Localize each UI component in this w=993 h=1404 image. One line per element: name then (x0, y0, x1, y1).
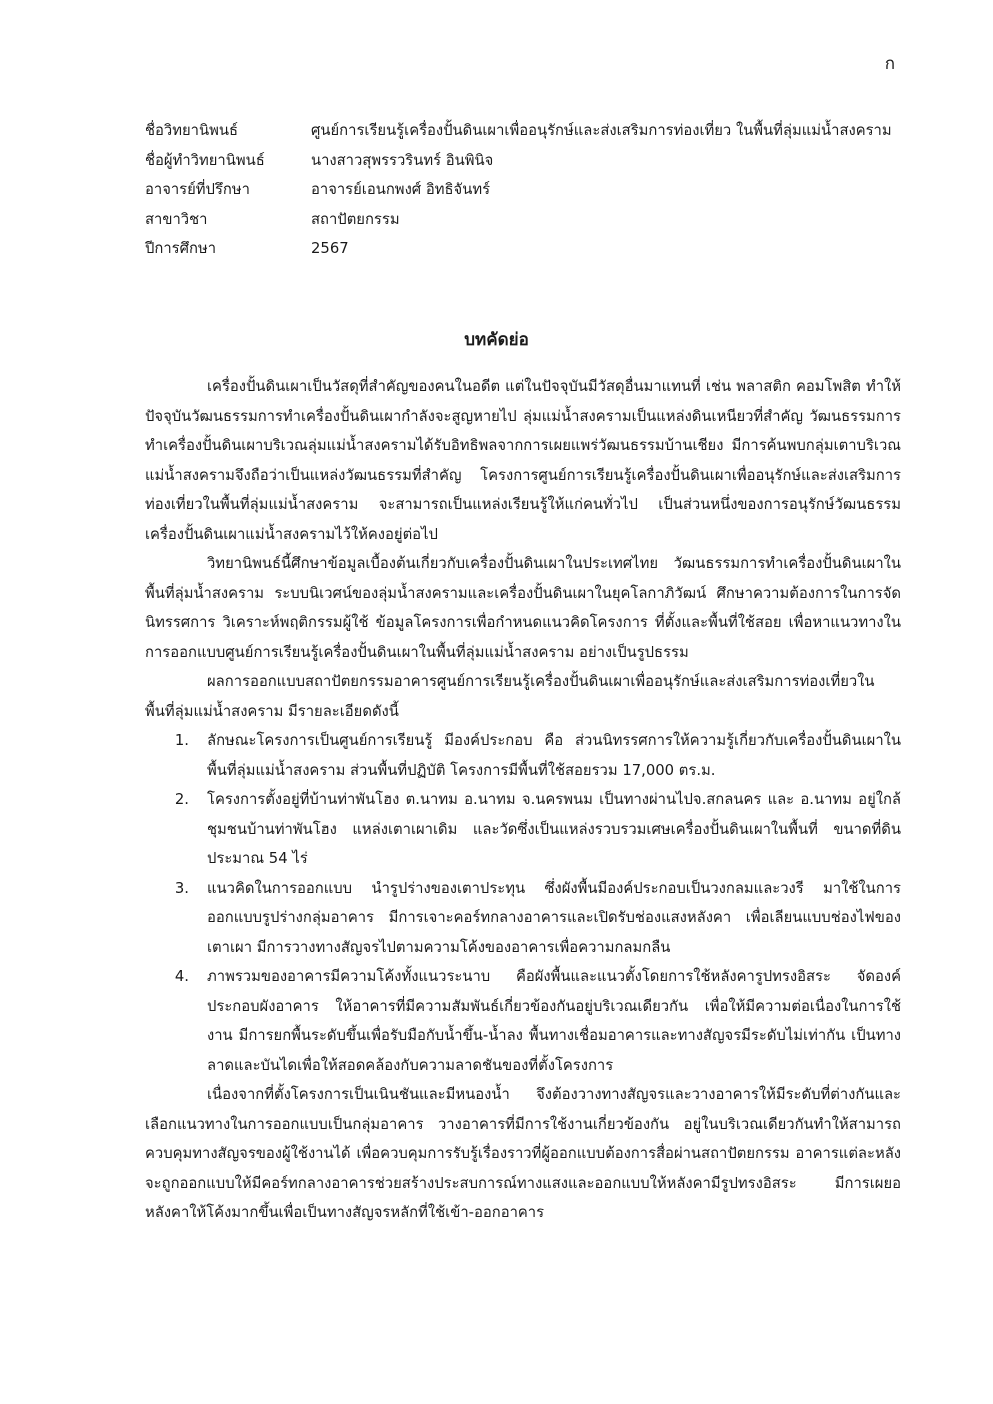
meta-row-title (145, 116, 905, 146)
list-item-number: 1. (174, 732, 189, 749)
abstract-paragraph: เครื่องปั้นดินเผาเป็นวัสดุที่สำคัญของคนในอดีต แต่ในปัจจุบันมีวัสดุอื่นมาแทนที่ เช่น พลาสติก คอมโพสิต ทำให้ปัจจุบันวัฒนธรรมการทำเครื่องปั้นดินเผากำลังจะสูญหายไป ลุ่มแม่น้ำสงครามเป็นแหล่งดินเหนียวที่สำคัญ วัฒนธรรมการทำเครื่องปั้นดินเผาบริเวณลุ่มแม่น้ำสงครามได้รับอิทธิพลจากการเผยแพร่วัฒนธรรมบ้านเชียง มีการค้นพบกลุ่มเตาบริเวณแม่น้ำสงครามจึงถือว่าเป็นแหล่งวัฒนธรรมที่สำคัญ โครงการศูนย์การเรียนรู้เครื่องปั้นดินเผาเพื่ออนุรักษ์และส่งเสริมการท่องเที่ยวในพื้นที่ลุ่มแม่น้ำสงคราม จะสามารถเป็นแหล่งเรียนรู้ให้แก่คนทั่วไป เป็นส่วนหนึ่งของการอนุรักษ์วัฒนธรรมเครื่องปั้นดินเผาแม่น้ำสงครามไว้ให้คงอยู่ต่อไป (145, 378, 901, 543)
closing-paragraph: เนื่องจากที่ตั้งโครงการเป็นเนินชันและมีหนองน้ำ จึงต้องวางทางสัญจรและวางอาคารให้มีระดับที่ต่างกันและเลือกแนวทางในการออกแบบเป็นกลุ่มอาคาร วางอาคารที่มีการใช้งานเกี่ยวข้องกัน อยู่ในบริเวณเดียวกันทำให้สามารถควบคุมทางสัญจรของผู้ใช้งานได้ เพื่อควบคุมการรับรู้เรื่องราวที่ผู้ออกแบบต้องการสื่อผ่านสถาปัตยกรรม อาคารแต่ละหลังจะถูกออกแบบให้มีคอร์ทกลางอาคารช่วยสร้างประสบการณ์ทางแสงและออกแบบให้หลังคามีรูปทรงอิสระ มีการเผยอหลังคาให้โค้งมากขึ้นเพื่อเป็นทางสัญจรหลักที่ใช้เข้า-ออกอาคาร (145, 1086, 901, 1221)
list-item-number: 4. (174, 968, 189, 985)
abstract-heading: บทคัดย่อ (464, 330, 529, 350)
meta-label: สาขาวิชา (145, 210, 208, 228)
meta-row-advisor (145, 175, 905, 205)
page-number: ก (884, 54, 895, 74)
list-item-number: 2. (174, 791, 189, 808)
list-item-text: โครงการตั้งอยู่ที่บ้านท่าพันโฮง ต.นาทม อ.นาทม จ.นครพนม เป็นทางผ่านไปจ.สกลนคร และ อ.นาทม อยู่ใกล้ชุมชนบ้านท่าพันโฮง แหล่งเตาเผาเดิม และวัดซึ่งเป็นแหล่งรวบรวมเศษเครื่องปั้นดินเผาในพื้นที่ ขนาดที่ดินประมาณ 54 ไร่ (207, 791, 901, 867)
meta-row-major (145, 205, 905, 235)
list-item (145, 874, 901, 963)
abstract-paragraph: วิทยานิพนธ์นี้ศึกษาข้อมูลเบื้องต้นเกี่ยวกับเครื่องปั้นดินเผาในประเทศไทย วัฒนธรรมการทำเครื่องปั้นดินเผาในพื้นที่ลุ่มน้ำสงคราม ระบบนิเวศน์ของลุ่มน้ำสงครามและเครื่องปั้นดินเผาในยุคโลกาภิวัฒน์ ศึกษาความต้องการในการจัดนิทรรศการ วิเคราะห์พฤติกรรมผู้ใช้ ข้อมูลโครงการเพื่อกำหนดแนวคิดโครงการ ที่ตั้งและพื้นที่ใช้สอย เพื่อหาแนวทางในการออกแบบศูนย์การเรียนรู้เครื่องปั้นดินเผาในพื้นที่ลุ่มแม่น้ำสงคราม อย่างเป็นรูปธรรม (145, 555, 901, 661)
list-item (145, 785, 901, 874)
list-item (145, 726, 901, 785)
meta-value: สถาปัตยกรรม (311, 210, 400, 228)
thesis-metadata (145, 116, 905, 264)
meta-value: 2567 (311, 240, 349, 257)
list-item-number: 3. (174, 879, 189, 897)
meta-label: ปีการศึกษา (145, 240, 217, 257)
list-item-text: ลักษณะโครงการเป็นศูนย์การเรียนรู้ มีองค์ประกอบ คือ ส่วนนิทรรศการให้ความรู้เกี่ยวกับเครื่องปั้นดินเผาในพื้นที่ลุ่มแม่น้ำสงคราม ส่วนพื้นที่ปฏิบัติ โครงการมีพื้นที่ใช้สอยรวม 17,000 ตร.ม. (207, 732, 901, 779)
abstract-paragraph: ผลการออกแบบสถาปัตยกรรมอาคารศูนย์การเรียนรู้เครื่องปั้นดินเผาเพื่ออนุรักษ์และส่งเสริมการท่องเที่ยวในพื้นที่ลุ่มแม่น้ำสงคราม มีรายละเอียดดังนี้ (145, 673, 875, 720)
meta-label: ชื่อผู้ทำวิทยานิพนธ์ (145, 151, 265, 169)
meta-label: ชื่อวิทยานิพนธ์ (145, 122, 238, 139)
list-item-text: แนวคิดในการออกแบบ นำรูปร่างของเตาประทุน ซึ่งผังพื้นมีองค์ประกอบเป็นวงกลมและวงรี มาใช้ในการออกแบบรูปร่างกลุ่มอาคาร มีการเจาะคอร์ทกลางอาคารและเปิดรับช่องแสงหลังคา เพื่อเลียนแบบช่องไฟของเตาเผา มีการวางทางสัญจรไปตามความโค้งของอาคารเพื่อความกลมกลืน (207, 879, 901, 956)
meta-label: อาจารย์ที่ปรึกษา (145, 181, 250, 198)
results-list (145, 726, 901, 1080)
abstract-body (145, 372, 901, 1228)
list-item (145, 962, 901, 1080)
meta-value: นางสาวสุพรรวรินทร์ อินพินิจ (311, 151, 494, 169)
list-item-text: ภาพรวมของอาคารมีความโค้งทั้งแนวระนาบ คือผังพื้นและแนวตั้งโดยการใช้หลังคารูปทรงอิสระ จัดองค์ประกอบผังอาคาร ให้อาคารที่มีความสัมพันธ์เกี่ยวข้องกันอยู่บริเวณเดียวกัน เพื่อให้มีความต่อเนื่องในการใช้งาน มีการยกพื้นระดับขึ้นเพื่อรับมือกับน้ำขึ้น-น้ำลง พื้นทางเชื่อมอาคารและทางสัญจรมีระดับไม่เท่ากัน เป็นทางลาดและบันไดเพื่อให้สอดคล้องกับความลาดชันของที่ตั้งโครงการ (207, 968, 901, 1074)
meta-value: ศูนย์การเรียนรู้เครื่องปั้นดินเผาเพื่ออนุรักษ์และส่งเสริมการท่องเที่ยว ในพื้นที่ลุ่มแม่น้ำสงคราม (311, 122, 892, 139)
meta-row-year (145, 234, 905, 264)
meta-value: อาจารย์เอนกพงศ์ อิทธิจันทร์ (311, 181, 491, 198)
meta-row-author (145, 146, 905, 176)
